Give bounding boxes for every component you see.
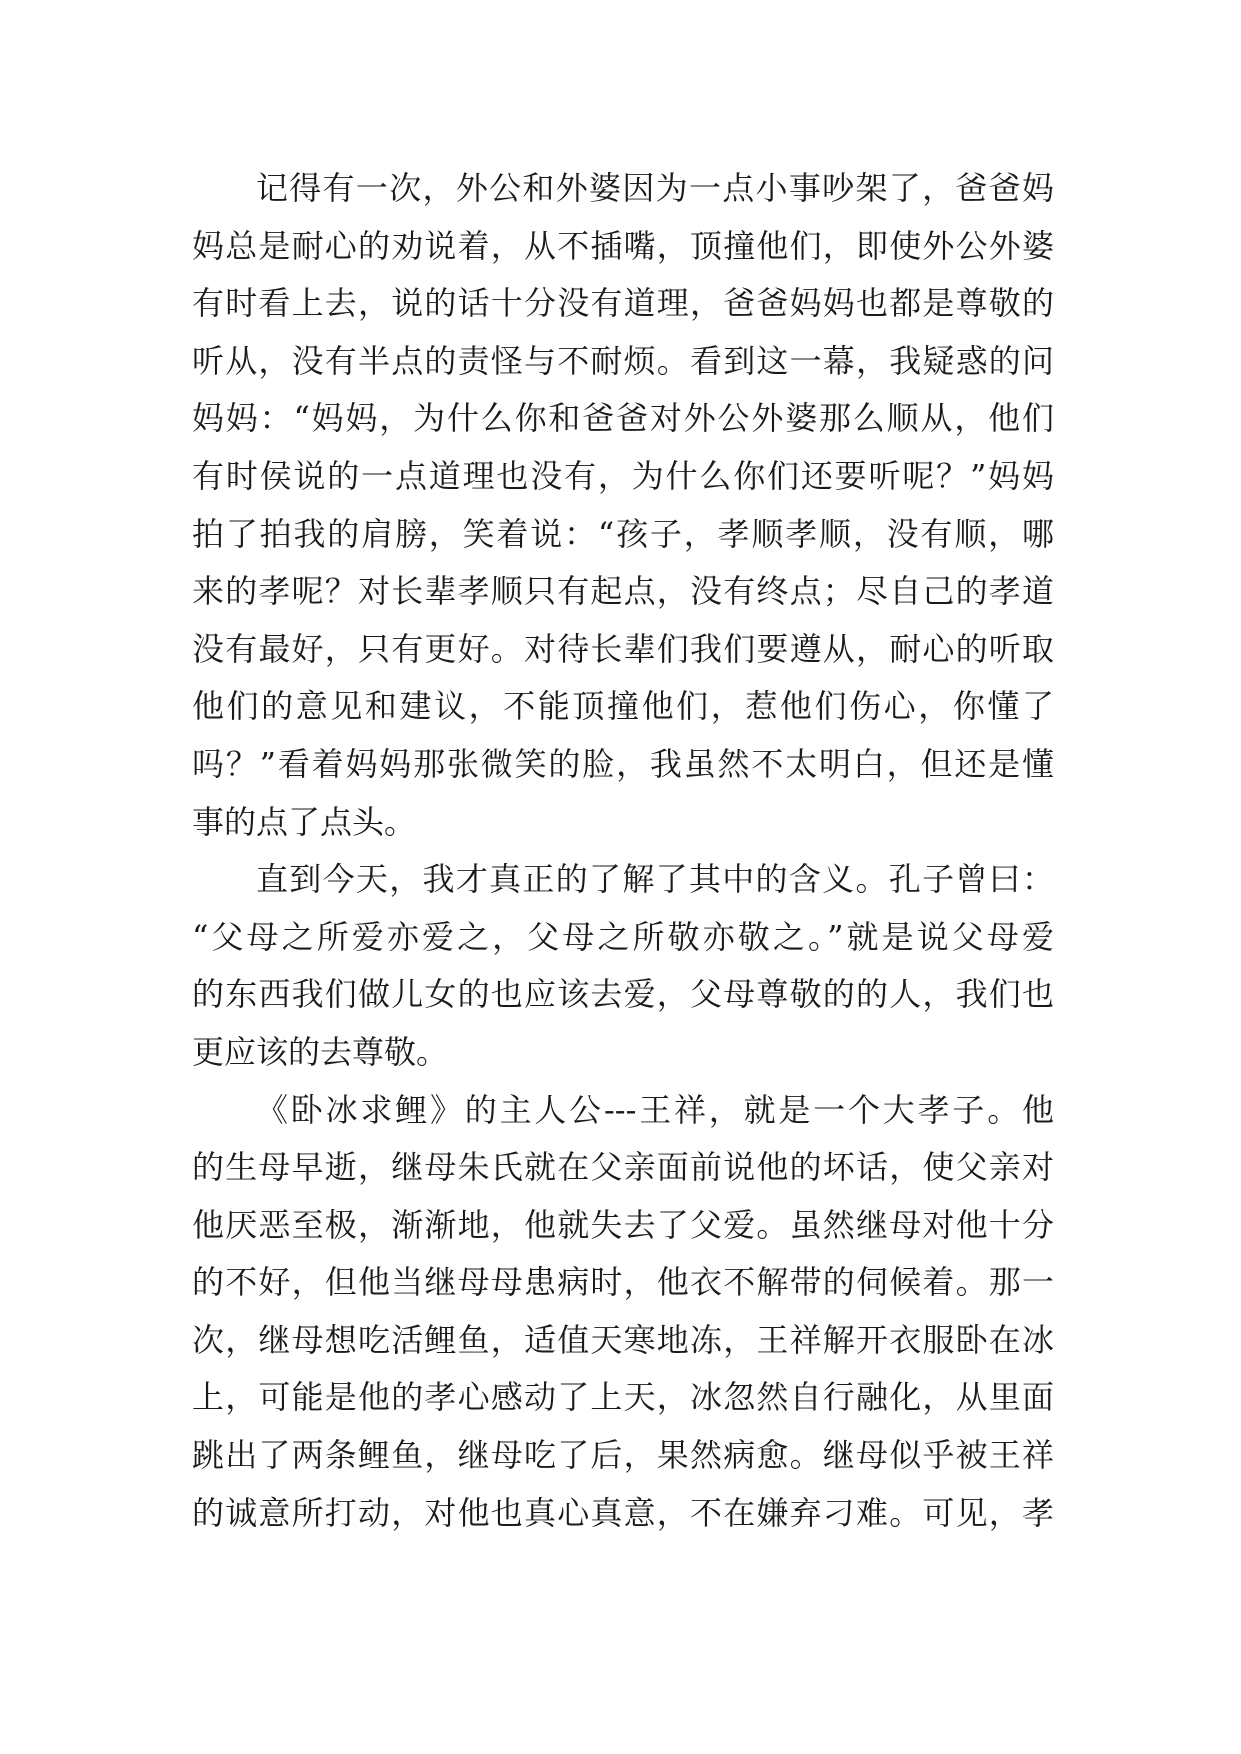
text-line: 的东西我们做儿女的也应该去爱，父母尊敬的的人，我们也 <box>192 975 1054 1014</box>
text-line: 上，可能是他的孝心感动了上天，冰忽然自行融化，从里面 <box>192 1378 1054 1417</box>
text-line: 他厌恶至极，渐渐地，他就失去了父爱。虽然继母对他十分 <box>192 1205 1054 1244</box>
text-line: 吗？”看着妈妈那张微笑的脸，我虽然不太明白，但还是懂 <box>192 744 1054 783</box>
text-line: 记得有一次，外公和外婆因为一点小事吵架了，爸爸妈 <box>256 169 1054 207</box>
text-line: 拍了拍我的肩膀，笑着说：“孩子，孝顺孝顺，没有顺，哪 <box>192 514 1054 553</box>
text-line: 没有最好，只有更好。对待长辈们我们要遵从，耐心的听取 <box>192 629 1054 668</box>
text-line: 事的点了点头。 <box>192 802 417 841</box>
document-body <box>192 160 1054 1542</box>
text-line: “父母之所爱亦爱之，父母之所敬亦敬之。”就是说父母爱 <box>192 917 1054 956</box>
text-line: 妈妈：“妈妈，为什么你和爸爸对外公外婆那么顺从，他们 <box>192 399 1054 438</box>
text-line: 听从，没有半点的责怪与不耐烦。看到这一幕，我疑惑的问 <box>192 341 1054 380</box>
text-line: 有时看上去，说的话十分没有道理，爸爸妈妈也都是尊敬的 <box>192 284 1054 323</box>
text-line: 的生母早逝，继母朱氏就在父亲面前说他的坏话，使父亲对 <box>192 1148 1054 1187</box>
text-line: 次，继母想吃活鲤鱼，适值天寒地冻，王祥解开衣服卧在冰 <box>192 1320 1054 1359</box>
paragraph-1 <box>192 160 1054 851</box>
text-line: 的不好，但他当继母母患病时，他衣不解带的伺候着。那一 <box>192 1263 1054 1302</box>
text-line: 跳出了两条鲤鱼，继母吃了后，果然病愈。继母似乎被王祥 <box>192 1436 1054 1475</box>
text-line: 更应该的去尊敬。 <box>192 1032 449 1071</box>
paragraph-2 <box>192 851 1054 1081</box>
text-line: 妈总是耐心的劝说着，从不插嘴，顶撞他们，即使外公外婆 <box>192 226 1054 265</box>
text-line: 直到今天，我才真正的了解了其中的含义。孔子曾曰： <box>256 860 1054 899</box>
text-line: 的诚意所打动，对他也真心真意，不在嫌弃刁难。可见，孝 <box>192 1493 1054 1532</box>
text-line: 有时侯说的一点道理也没有，为什么你们还要听呢？”妈妈 <box>192 456 1054 495</box>
text-line: 他们的意见和建议，不能顶撞他们，惹他们伤心，你懂了 <box>192 687 1054 726</box>
text-line: 《卧冰求鲤》的主人公---王祥，就是一个大孝子。他 <box>256 1090 1054 1129</box>
text-line: 来的孝呢？对长辈孝顺只有起点，没有终点；尽自己的孝道 <box>192 572 1054 611</box>
paragraph-3 <box>192 1082 1054 1543</box>
